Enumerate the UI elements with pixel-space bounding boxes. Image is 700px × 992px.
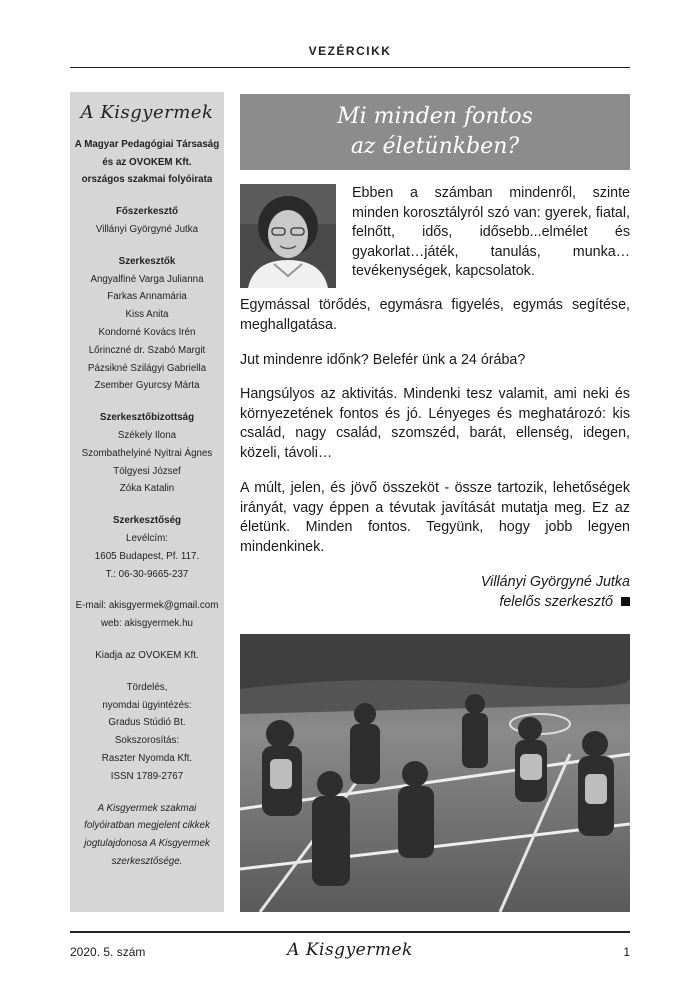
signature-role: felelős szerkesztő <box>499 593 613 610</box>
office-line: T.: 06-30-9665-237 <box>105 568 189 580</box>
editor-name: Zsember Gyurcsy Márta <box>94 380 200 392</box>
footer-rule <box>70 931 630 933</box>
copyright-line: szerkesztősége. <box>111 855 183 867</box>
email-line: E-mail: akisgyermek@gmail.com <box>75 600 219 612</box>
board-heading: Szerkesztőbizottság <box>99 412 195 424</box>
article-paragraph: Egymással törődés, egymásra figyelés, egymás segítése, meghallgatása. <box>240 297 630 333</box>
editor-name: Kondorné Kovács Irén <box>98 326 196 338</box>
masthead-intro-3: országos szakmai folyóirata <box>81 174 213 186</box>
publisher-line: Kiadja az OVOKEM Kft. <box>95 649 199 661</box>
editor-name: Angyalfiné Varga Julianna <box>90 273 204 285</box>
production-line: nyomdai ügyintézés: <box>102 699 192 711</box>
production-line: Sokszorosítás: <box>114 735 180 747</box>
board-member: Tölgyesi József <box>113 465 181 477</box>
masthead-sidebar <box>70 92 224 912</box>
article-title <box>240 94 630 170</box>
web-line: web: akisgyermek.hu <box>100 618 194 630</box>
section-label: VEZÉRCIKK <box>308 44 392 58</box>
children-playing-photo <box>240 634 630 912</box>
editor-name: Kiss Anita <box>125 309 169 321</box>
office-heading: Szerkesztőség <box>112 515 182 527</box>
office-line: 1605 Budapest, Pf. 117. <box>94 550 200 562</box>
article-paragraph: A múlt, jelen, és jövő összeköt - össze tartozik, lehetőségek irányát, vagy éppen a tévutak javítását mutatja meg. Ez az életünk. Minden fontos. Tegyünk, hogy jobb legyen mindenkinek. <box>240 480 630 555</box>
board-member: Székely Ilona <box>117 429 177 441</box>
masthead-title: A Kisgyermek <box>80 102 214 123</box>
board-member: Szombathelyiné Nyitrai Ágnes <box>81 447 213 459</box>
page-number: 1 <box>623 945 630 959</box>
editors-heading: Szerkesztők <box>118 255 176 267</box>
office-line: Levélcím: <box>126 532 168 544</box>
copyright-line: folyóiratban megjelent cikkek <box>84 820 210 832</box>
editor-name: Pázsikné Szilágyi Gabriella <box>87 362 207 374</box>
magazine-name: A Kisgyermek <box>287 940 413 960</box>
editor-name: Farkas Annamária <box>107 291 187 303</box>
copyright-line: jogtulajdonosa A Kisgyermek <box>84 838 210 850</box>
article-signature <box>240 573 630 612</box>
board-member: Zóka Katalin <box>119 483 175 495</box>
production-line: Gradus Stúdió Bt. <box>108 717 186 729</box>
article-paragraph: Jut mindenre időnk? Belefér ünk a 24 órába? <box>240 352 526 368</box>
editor-in-chief-heading: Főszerkesztő <box>115 206 179 218</box>
end-mark-icon <box>621 597 630 606</box>
article-intro: Ebben a számban mindenről, szinte minden korosztályról szó van: gyerek, fiatal, felnőtt, idős, idősebb...elmélet és gyakorlat…játék, tanulás, munka…tevékenységek, kapcsolatok. <box>352 185 630 279</box>
editor-name: Lőrinczné dr. Szabó Margit <box>88 344 206 356</box>
article-title-line-1: Mi minden fontos <box>337 104 533 129</box>
production-line: ISSN 1789-2767 <box>110 770 184 782</box>
author-portrait <box>240 184 336 288</box>
issue-number: 2020. 5. szám <box>70 945 146 959</box>
article-title-line-2: az életünkben? <box>350 134 520 159</box>
production-line: Tördelés, <box>126 681 168 693</box>
masthead-intro-1: A Magyar Pedagógiai Társaság <box>74 138 220 150</box>
production-line: Raszter Nyomda Kft. <box>101 752 193 764</box>
editor-in-chief-name: Villányi Györgyné Jutka <box>95 223 199 235</box>
header-rule <box>70 67 630 68</box>
copyright-line: A Kisgyermek szakmai <box>97 802 197 814</box>
signature-name: Villányi Györgyné Jutka <box>480 574 630 590</box>
article-paragraph: Hangsúlyos az aktivitás. Mindenki tesz valamit, ami neki és környezetének fontos és jó. Lényeges és meghatározó: kis család, nagy család, szomszéd, barát, ellenség, idegen, közeli, távoli… <box>240 386 630 461</box>
masthead-intro-2: és az OVOKEM Kft. <box>102 156 192 168</box>
